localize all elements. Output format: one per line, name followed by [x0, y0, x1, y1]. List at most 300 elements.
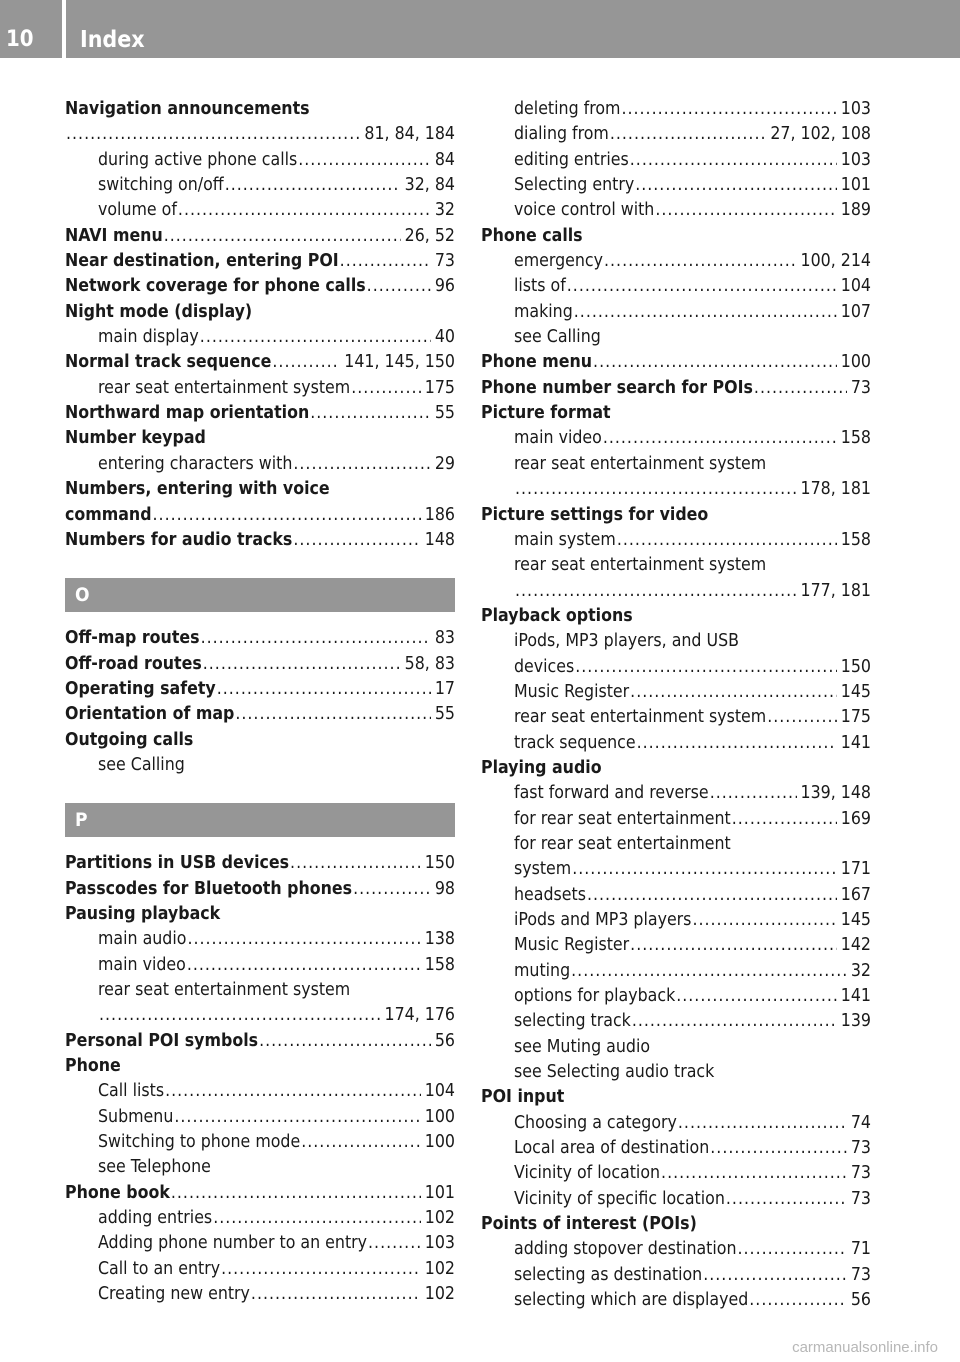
- entry-term: Phone calls: [481, 225, 583, 246]
- index-entry: [481, 553, 871, 578]
- index-entry: [481, 274, 871, 299]
- entry-term: Numbers for audio tracks: [65, 529, 293, 550]
- entry-term: Numbers, entering with voice: [65, 479, 330, 500]
- page-reference: 171: [840, 859, 871, 880]
- index-entry: [481, 1263, 871, 1288]
- entry-term: rear seat entertainment system: [514, 453, 767, 474]
- index-entry: [481, 1060, 871, 1085]
- entry-term: POI input: [481, 1087, 565, 1108]
- leader-dots: [754, 376, 847, 401]
- entry-term: fast forward and reverse: [514, 783, 709, 804]
- index-entry: [65, 702, 455, 727]
- index-entry: [481, 122, 871, 147]
- page-reference: 174, 176: [384, 1005, 455, 1026]
- index-entry: [65, 1130, 455, 1155]
- leader-dots: [351, 376, 421, 401]
- page-reference: 148: [424, 529, 455, 550]
- index-entry: [481, 1237, 871, 1262]
- entry-term: iPods and MP3 players: [514, 910, 692, 930]
- entry-term: rear seat entertainment system: [98, 979, 351, 1000]
- page-reference: 158: [424, 954, 455, 975]
- entry-term: rear seat entertainment system: [514, 707, 767, 728]
- entry-term: Partitions in USB devices: [65, 853, 290, 874]
- leader-dots: [692, 908, 836, 933]
- leader-dots: [571, 959, 847, 984]
- entry-term: track sequence: [514, 732, 636, 753]
- index-entry: [481, 452, 871, 477]
- page-reference: 100: [424, 1132, 455, 1153]
- leader-dots: [203, 652, 401, 677]
- entry-term: command: [65, 504, 152, 525]
- index-column-left: [65, 97, 455, 1307]
- entry-term: for rear seat entertainment: [514, 833, 731, 854]
- page-reference: 100: [840, 352, 871, 373]
- index-entry: [481, 1035, 871, 1060]
- leader-dots: [661, 1161, 847, 1186]
- leader-dots: [587, 883, 837, 908]
- leader-dots: [572, 857, 837, 882]
- leader-dots: [710, 1136, 847, 1161]
- leader-dots: [153, 503, 421, 528]
- index-entry: [481, 1187, 871, 1212]
- entry-term: Music Register: [514, 935, 630, 956]
- index-entry: [481, 984, 871, 1009]
- leader-dots: [66, 122, 360, 147]
- page-reference: 58, 83: [404, 653, 455, 674]
- leader-dots: [293, 528, 420, 553]
- index-heading: [481, 1085, 871, 1110]
- entry-term: see Calling: [514, 327, 601, 348]
- page-reference: 74: [850, 1112, 871, 1133]
- index-entry: [65, 927, 455, 952]
- entry-term: Adding phone number to an entry: [98, 1233, 368, 1254]
- index-entry: [481, 198, 871, 223]
- entry-term: Near destination, entering POI: [65, 251, 339, 272]
- index-entry: [481, 781, 871, 806]
- entry-term: Picture settings for video: [481, 504, 709, 525]
- page-reference: 158: [840, 428, 871, 449]
- leader-dots: [678, 1111, 847, 1136]
- page-reference: 189: [840, 200, 871, 221]
- entry-term: see Calling: [98, 754, 185, 775]
- page-reference: 56: [850, 1290, 871, 1311]
- entry-term: Personal POI symbols: [65, 1030, 259, 1051]
- page-reference: 96: [434, 276, 455, 297]
- leader-dots: [187, 927, 420, 952]
- leader-dots: [635, 173, 837, 198]
- page-reference: 32, 84: [404, 175, 455, 196]
- page-reference: 27, 102, 108: [770, 124, 871, 145]
- leader-dots: [710, 781, 797, 806]
- entry-term: Phone number search for POIs: [481, 377, 753, 398]
- page-reference: 73: [850, 1163, 871, 1184]
- page-reference: 102: [424, 1258, 455, 1279]
- page-reference: 142: [840, 935, 871, 956]
- entry-term: rear seat entertainment system: [514, 555, 767, 576]
- leader-dots: [165, 1079, 421, 1104]
- leader-dots: [290, 851, 421, 876]
- leader-dots: [221, 1257, 421, 1282]
- leader-dots: [340, 249, 431, 274]
- page-reference: 103: [840, 99, 871, 119]
- entry-term: Off-map routes: [65, 628, 200, 649]
- leader-dots: [732, 807, 837, 832]
- page-reference: 100: [424, 1106, 455, 1127]
- entry-term: headsets: [514, 884, 586, 905]
- page-reference: 32: [434, 200, 455, 221]
- page-reference: 107: [840, 301, 871, 322]
- index-heading: [481, 756, 871, 781]
- page-reference: 29: [434, 453, 455, 474]
- index-entry: [481, 528, 871, 553]
- entry-term: Choosing a category: [514, 1112, 677, 1133]
- page-reference: 186: [424, 504, 455, 525]
- index-entry: [481, 249, 871, 274]
- leader-dots: [630, 933, 837, 958]
- section-title: Index: [80, 27, 145, 53]
- index-column-right: [481, 97, 871, 1314]
- leader-dots: [164, 224, 401, 249]
- page-reference: 104: [424, 1081, 455, 1102]
- leader-dots: [367, 274, 431, 299]
- index-entry: [65, 122, 455, 147]
- index-entry: [65, 503, 455, 528]
- entry-term: main video: [98, 954, 186, 975]
- leader-dots: [637, 731, 837, 756]
- index-heading: [65, 1054, 455, 1079]
- page-reference: 138: [424, 929, 455, 950]
- index-entry: [65, 626, 455, 651]
- entry-term: Night mode (display): [65, 301, 253, 322]
- leader-dots: [298, 148, 431, 173]
- index-entry: [65, 1282, 455, 1307]
- entry-term: Points of interest (POIs): [481, 1214, 697, 1235]
- entry-term: dialing from: [514, 124, 609, 145]
- index-entry: [65, 953, 455, 978]
- page-reference: 101: [840, 175, 871, 196]
- entry-term: main display: [98, 327, 199, 348]
- entry-term: during active phone calls: [98, 149, 298, 170]
- leader-dots: [272, 350, 340, 375]
- leader-dots: [604, 249, 797, 274]
- index-entry: [481, 300, 871, 325]
- entry-term: Selecting entry: [514, 175, 635, 196]
- page-reference: 169: [840, 808, 871, 829]
- leader-dots: [617, 528, 837, 553]
- entry-term: see Telephone: [98, 1157, 211, 1178]
- index-entry: [65, 677, 455, 702]
- entry-term: deleting from: [514, 99, 621, 119]
- entry-term: Playing audio: [481, 757, 602, 778]
- index-entry: [65, 401, 455, 426]
- page-reference: 102: [424, 1208, 455, 1229]
- leader-dots: [610, 122, 767, 147]
- index-heading: [481, 503, 871, 528]
- entry-term: main audio: [98, 929, 187, 950]
- entry-term: Pausing playback: [65, 903, 221, 924]
- leader-dots: [310, 401, 431, 426]
- index-letter-heading: O: [65, 578, 455, 612]
- index-entry: [65, 452, 455, 477]
- leader-dots: [703, 1263, 847, 1288]
- page-reference: 175: [840, 707, 871, 728]
- entry-term: muting: [514, 960, 571, 981]
- entry-term: main video: [514, 428, 602, 449]
- page-reference: 158: [840, 529, 871, 550]
- entry-term: selecting as destination: [514, 1264, 703, 1285]
- index-entry: [481, 731, 871, 756]
- index-entry: [65, 1105, 455, 1130]
- entry-term: iPods, MP3 players, and USB: [514, 631, 740, 652]
- entry-term: Orientation of map: [65, 704, 235, 725]
- header-divider: [62, 0, 66, 58]
- index-entry: [65, 1079, 455, 1104]
- index-entry: [481, 908, 871, 933]
- page-number: 10: [6, 27, 34, 52]
- page-reference: 73: [850, 1138, 871, 1159]
- leader-dots: [251, 1282, 421, 1307]
- index-entry: [481, 680, 871, 705]
- index-heading: [65, 426, 455, 451]
- index-entry: [65, 173, 455, 198]
- page-header: [0, 0, 960, 58]
- index-letter-heading: P: [65, 803, 455, 837]
- page-reference: 175: [424, 377, 455, 398]
- index-entry: [481, 655, 871, 680]
- index-entry: [481, 705, 871, 730]
- leader-dots: [593, 350, 837, 375]
- leader-dots: [171, 1181, 421, 1206]
- index-entry: [481, 629, 871, 654]
- entry-term: Switching to phone mode: [98, 1132, 301, 1153]
- index-entry: [481, 883, 871, 908]
- page-reference: 84: [434, 149, 455, 170]
- entry-term: Number keypad: [65, 428, 206, 449]
- leader-dots: [368, 1231, 421, 1256]
- index-entry: [481, 807, 871, 832]
- entry-term: see Muting audio: [514, 1036, 651, 1057]
- entry-term: Local area of destination: [514, 1138, 710, 1159]
- entry-term: for rear seat entertainment: [514, 808, 731, 829]
- leader-dots: [293, 452, 430, 477]
- leader-dots: [187, 953, 421, 978]
- index-entry: [65, 652, 455, 677]
- page-reference: 55: [434, 704, 455, 725]
- page-reference: 139, 148: [800, 783, 871, 804]
- entry-term: Network coverage for phone calls: [65, 276, 366, 297]
- page-reference: 17: [434, 678, 455, 699]
- page-reference: 141, 145, 150: [344, 352, 455, 373]
- entry-term: Music Register: [514, 681, 630, 702]
- index-entry: [65, 753, 455, 778]
- leader-dots: [738, 1237, 847, 1262]
- index-entry: [65, 1206, 455, 1231]
- index-entry: [481, 857, 871, 882]
- page-reference: 104: [840, 276, 871, 297]
- leader-dots: [630, 148, 837, 173]
- entry-term: making: [514, 301, 573, 322]
- page-reference: 145: [840, 681, 871, 702]
- entry-term: Playback options: [481, 605, 633, 626]
- page-reference: 73: [434, 251, 455, 272]
- entry-term: Call to an entry: [98, 1258, 221, 1279]
- index-entry: [65, 1155, 455, 1180]
- leader-dots: [301, 1130, 421, 1155]
- entry-term: Outgoing calls: [65, 729, 194, 750]
- index-entry: [65, 224, 455, 249]
- entry-term: selecting which are displayed: [514, 1290, 749, 1311]
- index-entry: [65, 1003, 455, 1028]
- entry-term: adding entries: [98, 1208, 213, 1229]
- page-reference: 103: [840, 149, 871, 170]
- page-reference: 145: [840, 910, 871, 930]
- page-reference: 103: [424, 1233, 455, 1254]
- entry-term: lists of: [514, 276, 566, 297]
- index-entry: [481, 1136, 871, 1161]
- page-reference: 73: [850, 1188, 871, 1209]
- leader-dots: [235, 702, 431, 727]
- index-entry: [65, 877, 455, 902]
- entry-term: Submenu: [98, 1106, 174, 1127]
- index-entry: [481, 832, 871, 857]
- entry-term: Creating new entry: [98, 1284, 250, 1305]
- leader-dots: [676, 984, 837, 1009]
- leader-dots: [575, 655, 837, 680]
- entry-term: switching on/off: [98, 175, 224, 196]
- index-entry: [481, 1161, 871, 1186]
- leader-dots: [353, 877, 431, 902]
- page-reference: 56: [434, 1030, 455, 1051]
- index-entry: [65, 1231, 455, 1256]
- index-entry: [481, 376, 871, 401]
- index-entry: [65, 376, 455, 401]
- leader-dots: [174, 1105, 420, 1130]
- leader-dots: [225, 173, 401, 198]
- page-reference: 73: [850, 1264, 871, 1285]
- entry-term: Navigation announcements: [65, 99, 310, 119]
- entry-term: Passcodes for Bluetooth phones: [65, 878, 353, 899]
- watermark: carmanualsonline.info: [792, 1339, 938, 1356]
- leader-dots: [767, 705, 837, 730]
- index-entry: [481, 97, 871, 122]
- entry-term: system: [514, 859, 572, 880]
- index-entry: [481, 579, 871, 604]
- leader-dots: [515, 477, 797, 502]
- leader-dots: [213, 1206, 421, 1231]
- index-entry: [65, 1029, 455, 1054]
- leader-dots: [574, 300, 837, 325]
- entry-term: Northward map orientation: [65, 403, 310, 424]
- page-reference: 40: [434, 327, 455, 348]
- entry-term: Operating safety: [65, 678, 216, 699]
- entry-term: Vicinity of specific location: [514, 1188, 725, 1209]
- entry-term: Off-road routes: [65, 653, 202, 674]
- leader-dots: [726, 1187, 847, 1212]
- entry-term: options for playback: [514, 986, 676, 1007]
- leader-dots: [217, 677, 431, 702]
- page-reference: 73: [850, 377, 871, 398]
- entry-term: Picture format: [481, 403, 611, 424]
- page-reference: 55: [434, 403, 455, 424]
- leader-dots: [99, 1003, 381, 1028]
- entry-term: see Selecting audio track: [514, 1062, 715, 1083]
- entry-term: Normal track sequence: [65, 352, 272, 373]
- index-entry: [481, 173, 871, 198]
- entry-term: Phone menu: [481, 352, 593, 373]
- index-heading: [65, 300, 455, 325]
- index-heading: [481, 1212, 871, 1237]
- leader-dots: [201, 626, 431, 651]
- page-reference: 81, 84, 184: [364, 124, 455, 145]
- page-reference: 141: [840, 732, 871, 753]
- entry-term: NAVI menu: [65, 225, 163, 246]
- page-reference: 71: [850, 1239, 871, 1260]
- page-reference: 150: [424, 853, 455, 874]
- index-heading: [65, 902, 455, 927]
- index-entry: [65, 1181, 455, 1206]
- index-heading: [481, 604, 871, 629]
- index-entry: [65, 148, 455, 173]
- index-entry: [65, 249, 455, 274]
- index-entry: [481, 1288, 871, 1313]
- leader-dots: [621, 97, 836, 122]
- index-entry: [481, 1009, 871, 1034]
- entry-term: Phone: [65, 1056, 121, 1076]
- index-entry: [65, 350, 455, 375]
- entry-term: Call lists: [98, 1081, 165, 1102]
- index-heading: [65, 477, 455, 502]
- entry-term: adding stopover destination: [514, 1239, 737, 1260]
- index-entry: [481, 426, 871, 451]
- entry-term: editing entries: [514, 149, 629, 170]
- page-reference: 102: [424, 1284, 455, 1305]
- leader-dots: [655, 198, 836, 223]
- index-entry: [481, 477, 871, 502]
- leader-dots: [567, 274, 837, 299]
- page-reference: 167: [840, 884, 871, 905]
- entry-term: main system: [514, 529, 616, 550]
- index-entry: [481, 933, 871, 958]
- page-reference: 177, 181: [800, 580, 871, 601]
- index-heading: [481, 401, 871, 426]
- entry-term: Phone book: [65, 1182, 170, 1203]
- index-entry: [65, 978, 455, 1003]
- leader-dots: [603, 426, 837, 451]
- leader-dots: [515, 579, 797, 604]
- page-reference: 101: [424, 1182, 455, 1203]
- index-heading: [481, 224, 871, 249]
- index-entry: [481, 959, 871, 984]
- entry-term: selecting track: [514, 1011, 631, 1032]
- page-reference: 150: [840, 656, 871, 677]
- page-reference: 83: [434, 628, 455, 649]
- index-entry: [65, 528, 455, 553]
- index-entry: [65, 198, 455, 223]
- leader-dots: [632, 1009, 837, 1034]
- entry-term: Vicinity of location: [514, 1163, 661, 1184]
- index-entry: [481, 350, 871, 375]
- page-reference: 32: [850, 960, 871, 981]
- index-entry: [481, 325, 871, 350]
- index-entry: [481, 148, 871, 173]
- page-reference: 139: [840, 1011, 871, 1032]
- leader-dots: [749, 1288, 847, 1313]
- leader-dots: [259, 1029, 431, 1054]
- entry-term: voice control with: [514, 200, 655, 221]
- index-heading: [65, 728, 455, 753]
- index-entry: [65, 1257, 455, 1282]
- leader-dots: [630, 680, 837, 705]
